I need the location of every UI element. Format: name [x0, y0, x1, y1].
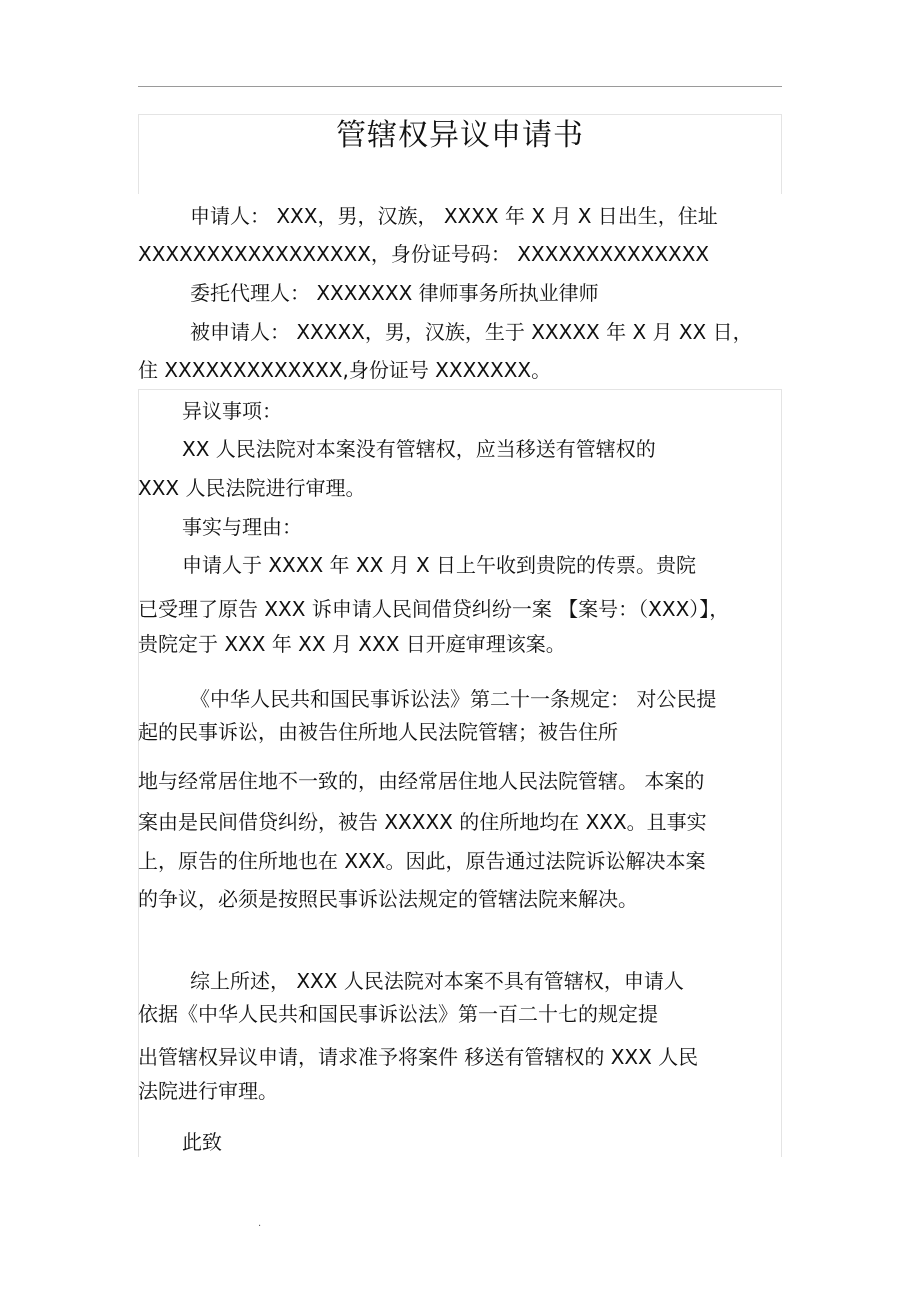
applicant-line-1: 申请人： XXX，男，汉族， XXXX 年 X 月 X 日出生，住址	[190, 204, 718, 228]
law-line-6: 的争议，必须是按照民事诉讼法规定的管辖法院来解决。	[138, 887, 638, 911]
law-line-4: 案由是民间借贷纠纷，被告 XXXXX 的住所地均在 XXX。且事实	[138, 810, 707, 834]
header-rule	[138, 86, 782, 87]
objection-line-2: XXX 人民法院进行审理。	[138, 476, 366, 500]
closing-salutation: 此致	[182, 1130, 222, 1154]
document-title: 管辖权异议申请书	[336, 118, 584, 153]
respondent-line-2: 住 XXXXXXXXXXXXX,身份证号 XXXXXXX。	[138, 358, 552, 382]
applicant-line-2: XXXXXXXXXXXXXXXXX，身份证号码： XXXXXXXXXXXXXX	[138, 242, 710, 266]
facts-line-2: 已受理了原告 XXX 诉申请人民间借贷纠纷一案 【案号：（XXX）】，	[138, 597, 730, 621]
conclusion-line-2: 依据《中华人民共和国民事诉讼法》第一百二十七的规定提	[138, 1002, 658, 1026]
conclusion-line-3: 出管辖权异议申请，请求准予将案件 移送有管辖权的 XXX 人民	[138, 1045, 699, 1069]
law-line-5: 上，原告的住所地也在 XXX。因此，原告通过法院诉讼解决本案	[138, 849, 706, 873]
law-line-2: 起的民事诉讼，由被告住所地人民法院管辖；被告住所	[138, 720, 618, 744]
law-line-1: 《中华人民共和国民事诉讼法》第二十一条规定： 对公民提	[190, 687, 717, 711]
objection-heading: 异议事项：	[182, 399, 282, 423]
facts-line-1: 申请人于 XXXX 年 XX 月 X 日上午收到贵院的传票。贵院	[182, 553, 697, 577]
law-line-3: 地与经常居住地不一致的，由经常居住地人民法院管辖。 本案的	[138, 769, 705, 793]
facts-line-3: 贵院定于 XXX 年 XX 月 XXX 日开庭审理该案。	[138, 632, 566, 656]
conclusion-line-4: 法院进行审理。	[138, 1079, 278, 1103]
agent-line: 委托代理人： XXXXXXX 律师事务所执业律师	[190, 281, 599, 305]
objection-line-1: XX 人民法院对本案没有管辖权，应当移送有管辖权的	[182, 437, 656, 461]
respondent-line-1: 被申请人： XXXXX，男，汉族，生于 XXXXX 年 X 月 XX 日，	[190, 320, 753, 344]
facts-heading: 事实与理由：	[182, 515, 302, 539]
frame-mid-line	[138, 389, 782, 390]
conclusion-line-1: 综上所述， XXX 人民法院对本案不具有管辖权，申请人	[190, 969, 684, 993]
footer-mark: .	[258, 1218, 262, 1229]
frame-right-line-lower	[781, 389, 782, 1157]
